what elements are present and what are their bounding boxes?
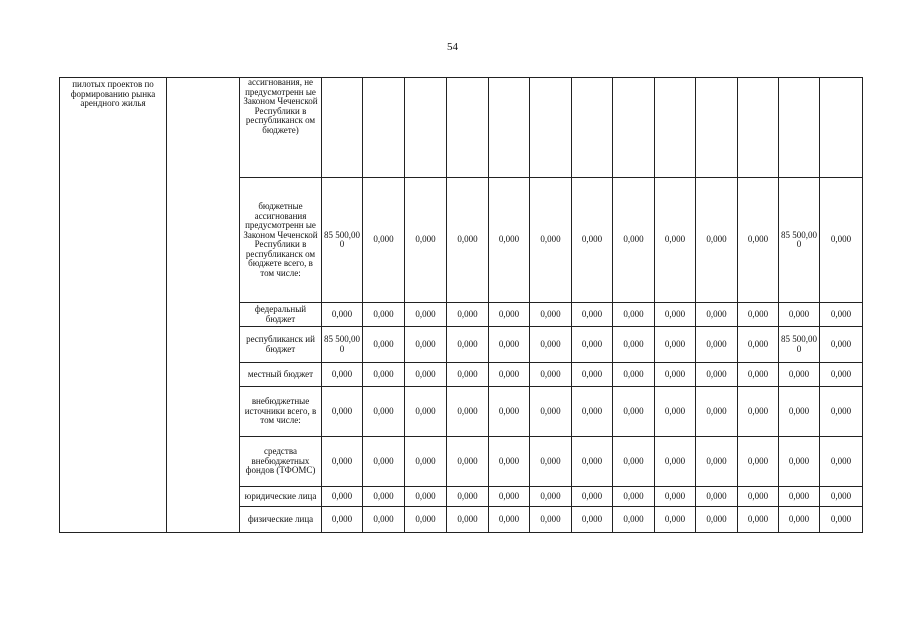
value-cell: 0,000: [613, 178, 655, 303]
value-cell: 0,000: [363, 327, 405, 363]
value-cell: 0,000: [489, 487, 530, 507]
value-cell: [322, 78, 363, 178]
executor-cell: [167, 78, 240, 533]
value-cell: 0,000: [779, 437, 820, 487]
value-cell: 85 500,00 0: [779, 178, 820, 303]
value-cell: 0,000: [820, 387, 863, 437]
value-cell: 0,000: [613, 507, 655, 533]
funding-source-cell: ассигнования, не предусмотренн ые Законом Чеченской Республики в республиканск ом бюджете): [240, 78, 322, 178]
value-cell: 0,000: [405, 507, 447, 533]
value-cell: 0,000: [613, 363, 655, 387]
value-cell: 0,000: [572, 327, 613, 363]
value-cell: 0,000: [738, 303, 779, 327]
value-cell: 0,000: [655, 303, 696, 327]
table-row: [60, 78, 863, 178]
value-cell: [572, 78, 613, 178]
value-cell: 0,000: [447, 363, 489, 387]
value-cell: 0,000: [363, 507, 405, 533]
value-cell: 0,000: [572, 487, 613, 507]
value-cell: [820, 78, 863, 178]
value-cell: [489, 78, 530, 178]
value-cell: 0,000: [820, 178, 863, 303]
value-cell: 0,000: [655, 507, 696, 533]
value-cell: 0,000: [738, 507, 779, 533]
value-cell: 0,000: [530, 507, 572, 533]
value-cell: 0,000: [322, 387, 363, 437]
funding-source-cell: республиканск ий бюджет: [240, 327, 322, 363]
value-cell: 0,000: [489, 303, 530, 327]
value-cell: 0,000: [696, 507, 738, 533]
value-cell: 0,000: [489, 387, 530, 437]
value-cell: 0,000: [363, 387, 405, 437]
value-cell: 0,000: [405, 487, 447, 507]
value-cell: 0,000: [613, 387, 655, 437]
value-cell: 0,000: [655, 387, 696, 437]
funding-source-cell: средства внебюджетных фондов (ТФОМС): [240, 437, 322, 487]
value-cell: 0,000: [779, 487, 820, 507]
value-cell: [696, 78, 738, 178]
value-cell: 0,000: [696, 487, 738, 507]
value-cell: 0,000: [696, 437, 738, 487]
funding-source-cell: местный бюджет: [240, 363, 322, 387]
value-cell: 0,000: [613, 487, 655, 507]
value-cell: [363, 78, 405, 178]
value-cell: 0,000: [820, 487, 863, 507]
funding-source-cell: бюджетные ассигнования предусмотренн ые Законом Чеченской Республики в республиканск ом бюджете всего, в том числе:: [240, 178, 322, 303]
value-cell: 0,000: [738, 363, 779, 387]
value-cell: 0,000: [447, 507, 489, 533]
value-cell: 0,000: [489, 178, 530, 303]
value-cell: 0,000: [572, 303, 613, 327]
value-cell: 0,000: [530, 363, 572, 387]
funding-source-cell: физические лица: [240, 507, 322, 533]
value-cell: 0,000: [738, 437, 779, 487]
value-cell: 0,000: [405, 363, 447, 387]
value-cell: 0,000: [363, 178, 405, 303]
value-cell: 0,000: [530, 303, 572, 327]
value-cell: 0,000: [322, 303, 363, 327]
value-cell: 0,000: [447, 487, 489, 507]
value-cell: 0,000: [779, 507, 820, 533]
value-cell: 0,000: [489, 437, 530, 487]
value-cell: 0,000: [489, 363, 530, 387]
value-cell: 0,000: [738, 387, 779, 437]
value-cell: 0,000: [696, 303, 738, 327]
value-cell: 0,000: [779, 387, 820, 437]
value-cell: 0,000: [655, 437, 696, 487]
value-cell: 0,000: [530, 387, 572, 437]
value-cell: 0,000: [655, 487, 696, 507]
value-cell: 0,000: [572, 437, 613, 487]
value-cell: 0,000: [363, 437, 405, 487]
value-cell: 0,000: [572, 507, 613, 533]
value-cell: 0,000: [322, 363, 363, 387]
value-cell: [447, 78, 489, 178]
value-cell: 0,000: [696, 387, 738, 437]
value-cell: 0,000: [572, 178, 613, 303]
value-cell: 0,000: [363, 363, 405, 387]
value-cell: 0,000: [489, 327, 530, 363]
value-cell: 0,000: [779, 303, 820, 327]
value-cell: 0,000: [405, 178, 447, 303]
value-cell: 0,000: [405, 303, 447, 327]
value-cell: [613, 78, 655, 178]
value-cell: [779, 78, 820, 178]
value-cell: 0,000: [613, 303, 655, 327]
value-cell: 0,000: [363, 487, 405, 507]
value-cell: 0,000: [820, 507, 863, 533]
value-cell: 0,000: [696, 327, 738, 363]
value-cell: 0,000: [613, 327, 655, 363]
funding-source-cell: внебюджетные источники всего, в том числе:: [240, 387, 322, 437]
budget-table-body: [60, 78, 863, 533]
value-cell: 0,000: [447, 387, 489, 437]
value-cell: 85 500,00 0: [322, 327, 363, 363]
value-cell: 0,000: [820, 303, 863, 327]
value-cell: 0,000: [530, 437, 572, 487]
value-cell: 0,000: [447, 178, 489, 303]
page-number: 54: [447, 41, 458, 53]
value-cell: 0,000: [447, 303, 489, 327]
value-cell: 0,000: [447, 437, 489, 487]
value-cell: 0,000: [820, 437, 863, 487]
value-cell: 0,000: [405, 437, 447, 487]
value-cell: 0,000: [322, 437, 363, 487]
value-cell: 0,000: [530, 327, 572, 363]
value-cell: [530, 78, 572, 178]
value-cell: 0,000: [489, 507, 530, 533]
value-cell: 0,000: [613, 437, 655, 487]
value-cell: 85 500,00 0: [322, 178, 363, 303]
value-cell: 0,000: [322, 487, 363, 507]
project-name-cell: пилотых проектов по формированию рынка арендного жилья: [60, 78, 167, 533]
value-cell: 0,000: [447, 327, 489, 363]
funding-source-cell: федеральный бюджет: [240, 303, 322, 327]
value-cell: 0,000: [530, 178, 572, 303]
budget-table: [59, 77, 863, 533]
value-cell: 0,000: [655, 327, 696, 363]
value-cell: 85 500,00 0: [779, 327, 820, 363]
value-cell: 0,000: [530, 487, 572, 507]
value-cell: [405, 78, 447, 178]
value-cell: 0,000: [738, 327, 779, 363]
value-cell: 0,000: [363, 303, 405, 327]
value-cell: 0,000: [738, 178, 779, 303]
value-cell: 0,000: [820, 363, 863, 387]
value-cell: 0,000: [696, 178, 738, 303]
value-cell: 0,000: [820, 327, 863, 363]
value-cell: 0,000: [655, 363, 696, 387]
value-cell: 0,000: [738, 487, 779, 507]
value-cell: 0,000: [405, 387, 447, 437]
value-cell: 0,000: [572, 387, 613, 437]
value-cell: [655, 78, 696, 178]
value-cell: 0,000: [572, 363, 613, 387]
value-cell: 0,000: [405, 327, 447, 363]
value-cell: 0,000: [655, 178, 696, 303]
value-cell: 0,000: [696, 363, 738, 387]
funding-source-cell: юридические лица: [240, 487, 322, 507]
value-cell: 0,000: [322, 507, 363, 533]
value-cell: 0,000: [779, 363, 820, 387]
value-cell: [738, 78, 779, 178]
